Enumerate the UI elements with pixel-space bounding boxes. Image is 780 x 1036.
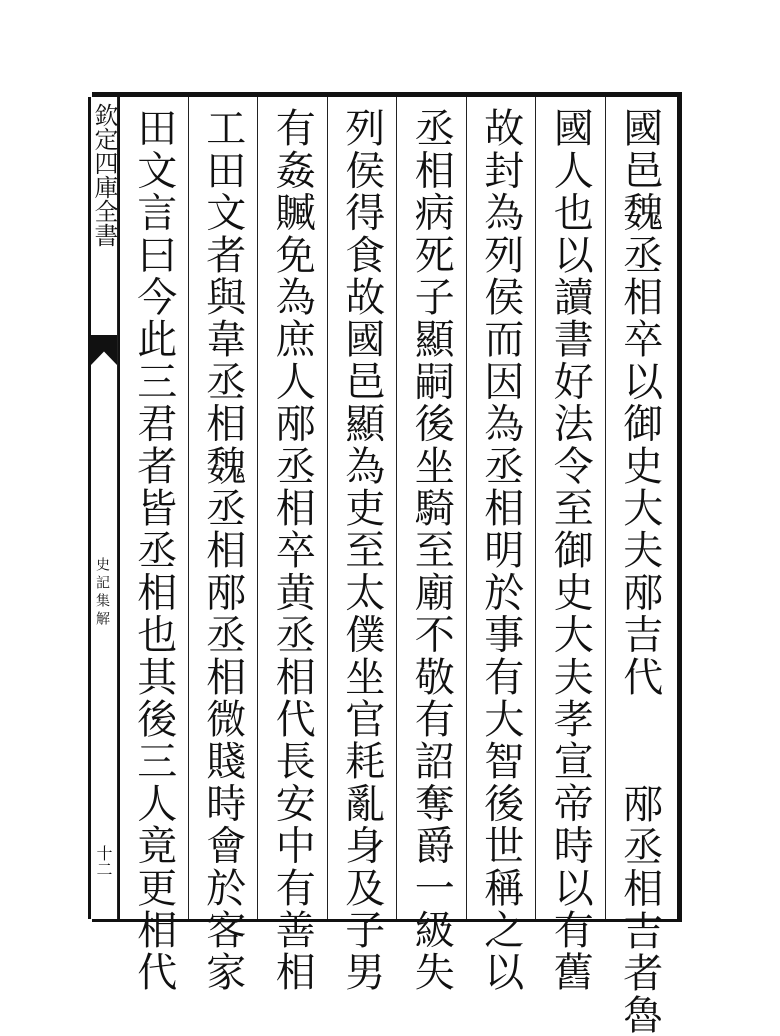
book-title: 欽定四庫全書 [90,103,118,247]
text-column-5 [327,97,397,994]
page-number: 十二 [94,845,113,877]
text-column-3 [466,97,536,994]
column-text: 國邑魏丞相卒以御史大夫邴吉代 [616,107,663,698]
column-text-lower: 邴丞相吉者魯 [616,783,663,1036]
text-column-1 [605,97,675,1036]
column-text: 工田文者與韋丞相魏丞相邴丞相微賤時會於客家 [199,107,246,994]
text-column-4 [396,97,466,994]
text-column-2 [535,97,605,994]
text-column-8 [118,97,188,994]
column-text: 故封為列侯而因為丞相明於事有大智後世稱之以 [477,107,524,994]
fishtail-mark [91,335,117,365]
section-title: 史記集解 [94,557,110,629]
column-text: 有姦贓免為庶人邴丞相卒黄丞相代長安中有善相 [269,107,316,994]
column-text: 列侯得食故國邑顯為吏至太僕坐官耗亂身及子男 [338,107,385,994]
text-column-7 [188,97,258,994]
column-text: 丞相病死子顯嗣後坐騎至廟不敬有詔奪爵一級失 [408,107,455,994]
column-text: 田文言曰今此三君者皆丞相也其後三人竟更相代 [130,107,177,994]
text-columns [118,97,674,1036]
fore-edge-strip [88,97,118,919]
text-column-6 [257,97,327,994]
column-text: 國人也以讀書好法令至御史大夫孝宣帝時以有舊 [547,107,594,994]
